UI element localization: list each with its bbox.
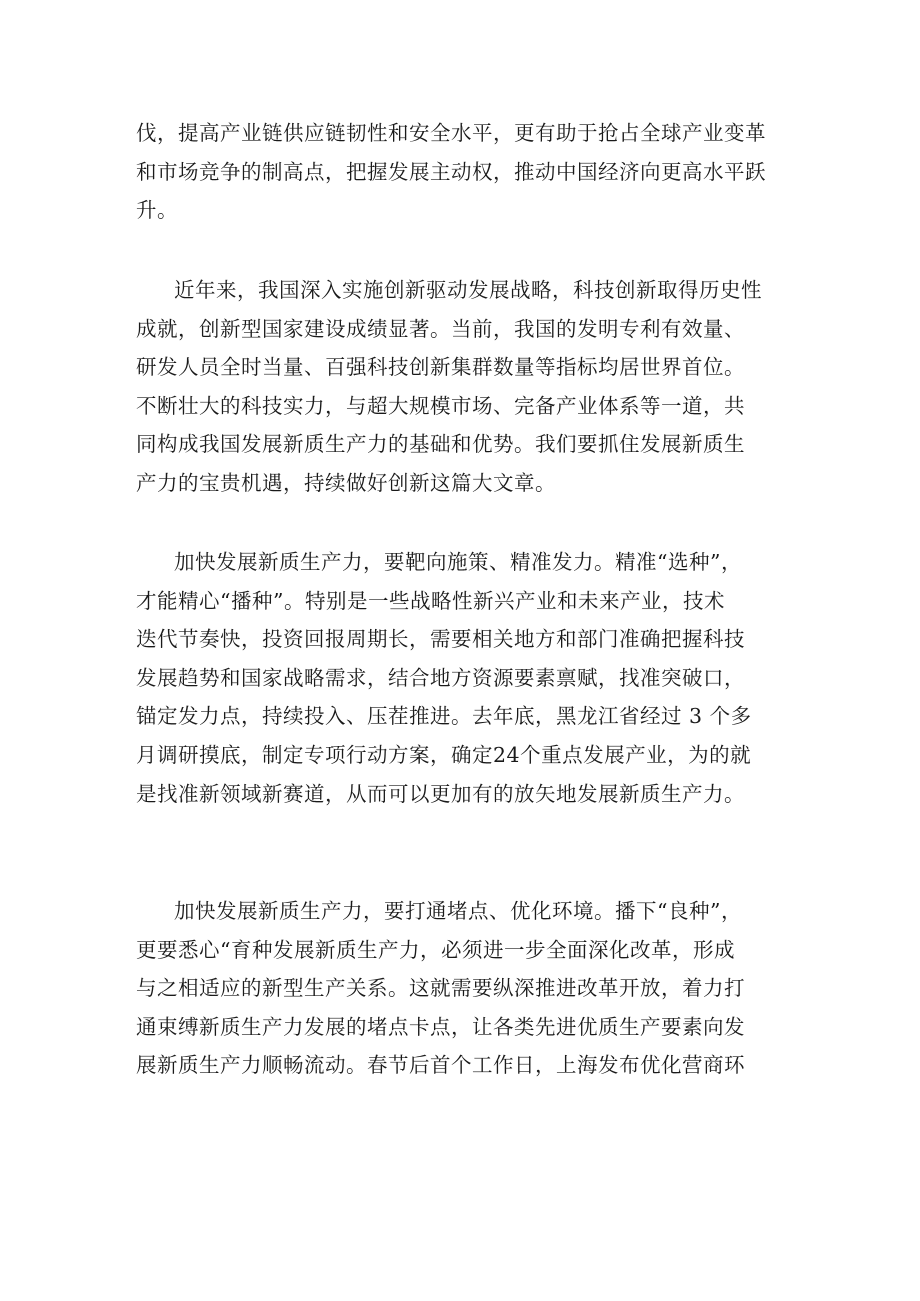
paragraph-line: 近年来，我国深入实施创新驱动发展战略，科技创新取得历史性 [174,278,762,302]
paragraph-line: 月调研摸底，制定专项行动方案，确定24个重点发展产业，为的就 [136,742,752,767]
paragraph-line: 不断壮大的科技实力，与超大规模市场、完备产业体系等一道，共 [136,393,745,418]
paragraph-line: 和市场竞争的制高点，把握发展主动权，推动中国经济向更高水平跃 [136,159,766,184]
paragraph-2 [136,271,784,503]
paragraph-line: 加快发展新质生产力，要打通堵点、优化环境。播下“良种”， [174,899,742,923]
paragraph-line: 才能精心“播种”。特别是一些战略性新兴产业和未来产业，技术 [136,588,725,613]
paragraph-1 [136,114,784,230]
paragraph-4 [136,892,784,1085]
paragraph-line: 与之相适应的新型生产关系。这就需要纵深推进改革开放，着力打 [136,976,745,1001]
paragraph-line: 迭代节奏快，投资回报周期长，需要相关地方和部门准确把握科技 [136,627,745,652]
paragraph-line: 发展趋势和国家战略需求，结合地方资源要素禀赋，找准突破口， [136,665,745,690]
paragraph-line: 成就，创新型国家建设成绩显著。当前，我国的发明专利有效量、 [136,316,745,341]
paragraph-line: 升。 [136,198,178,223]
paragraph-line: 是找准新领域新赛道，从而可以更加有的放矢地发展新质生产力。 [136,781,745,806]
paragraph-line: 同构成我国发展新质生产力的基础和优势。我们要抓住发展新质生 [136,432,745,457]
paragraph-line: 锚定发力点，持续投入、压茬推进。去年底，黑龙江省经过 3 个多 [136,704,752,729]
paragraph-line: 研发人员全时当量、百强科技创新集群数量等指标均居世界首位。 [136,355,745,380]
paragraph-line: 更要悉心“育种发展新质生产力，必须进一步全面深化改革，形成 [136,937,735,962]
paragraph-line: 产力的宝贵机遇，持续做好创新这篇大文章。 [136,470,556,495]
paragraph-line: 展新质生产力顺畅流动。春节后首个工作日，上海发布优化营商环 [136,1053,745,1078]
paragraph-line: 伐，提高产业链供应链韧性和安全水平，更有助于抢占全球产业变革 [136,121,766,145]
paragraph-line: 通束缚新质生产力发展的堵点卡点，让各类先进优质生产要素向发 [136,1014,745,1039]
paragraph-3 [136,543,784,813]
paragraph-line: 加快发展新质生产力，要靶向施策、精准发力。精准“选种”， [174,550,742,574]
